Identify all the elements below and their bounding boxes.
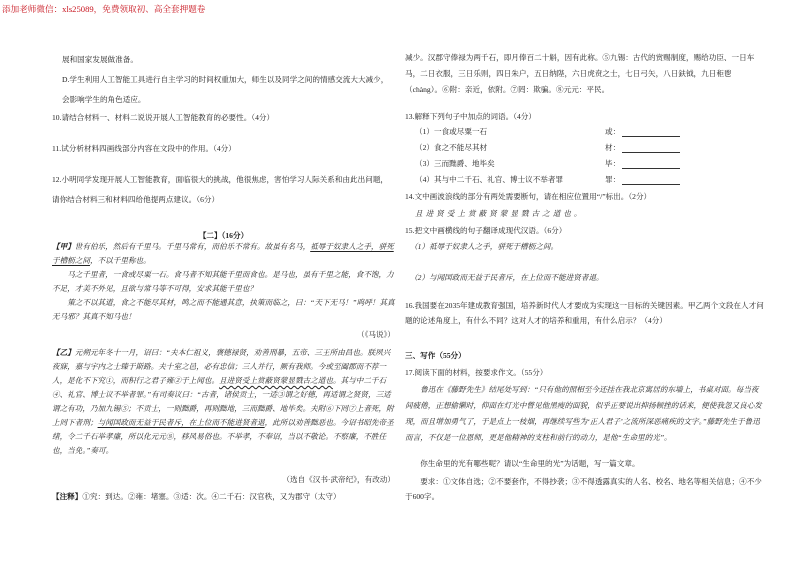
- jia-paragraph-3: 策之不以其道，食之不能尽其材，鸣之而不能通其意，执策而临之，曰：“天下无马！”呜呼！其真无马邪？其真不知马也！: [52, 298, 395, 321]
- section-2-title: 【二】（16分）: [198, 231, 249, 240]
- option-d: D.学生利用人工智能工具进行自主学习的时间权重加大，师生以及同学之间的情感交流大大减少，会影响学生的角色适应。: [62, 75, 389, 104]
- q13-key: 或：: [605, 127, 621, 136]
- notes-label: 【注释】: [52, 492, 83, 501]
- jia-p1-pre: 世有伯乐，然后有千里马。千里马常有，而伯乐不常有。故虽有名马，: [74, 242, 311, 251]
- section-3-title: 三、写作（55分）: [405, 351, 466, 360]
- notes: [52, 490, 395, 504]
- yi-label: 【乙】: [52, 348, 75, 357]
- jia-p1-post: ，不以千里称也。: [89, 256, 151, 265]
- question-15: 15.把文中画横线的句子翻译成现代汉语。（6分）: [405, 226, 567, 235]
- essay-material: 鲁迅在《藤野先生》结尾处写到：“只有他的照相至今还挂在我北京寓居的东墙上，书桌对面。每当夜间疲倦，正想偷懒时，仰面在灯光中瞥见他黑瘦的面貌，似乎正要说出抑扬顿挫的话来，便使我忽又良心发现，而且增加勇气了，于是点上一枝烟，再继续写些为‘正人君子’之流所深恶痛疾的文字。”藤野先生于鲁迅而言，不仅是一位恩师，更是他精神的支柱和前行的动力，是他“生命里的光”。: [405, 385, 762, 442]
- q13-key: 毕：: [605, 159, 621, 168]
- q13-answer: [605, 158, 680, 169]
- q13-item-3: [415, 158, 765, 172]
- q14-sentence: 且进贤受上赏蔽贤蒙显戮古之道也。: [415, 209, 585, 218]
- answer-blank: [622, 175, 680, 185]
- notes-continued: 减少。汉郡守俸禄为两千石，即月俸百二十斛，因有此称。⑤九锡：古代的赏赐制度，赐给功臣、一日车马，二日衣服，三日乐则，四日朱户，五日纳陛，六日虎贲之士，七日弓矢，八日鈇钺，九日秬鬯（chàng）。⑥附：亲近，依附。⑦罔：欺骗。⑧元元：平民。: [405, 53, 755, 94]
- q15-sentence-1: （1）祗辱于奴隶人之手，骈死于槽枥之间。: [410, 242, 559, 251]
- jia-underlined-sentence: 祗辱于奴隶人之手，骈死于槽枥之间: [52, 242, 394, 265]
- q13-key: 罪：: [605, 175, 621, 184]
- question-14: 14.文中画波浪线的部分有两处需要断句，请在相应位置用“/”标出。（2分）: [405, 192, 652, 201]
- passage-yi: [52, 346, 395, 458]
- essay-requirements: 要求：①文体自选；②不要套作，不得抄袭；③不得透露真实的人名、校名、地名等相关信息；④不少于600字。: [405, 477, 762, 501]
- yi-paragraph: [52, 346, 395, 458]
- continued-line: 展和国家发展做准备。: [62, 55, 138, 64]
- question-13-items: [405, 126, 765, 196]
- q13-item-2: [415, 142, 765, 156]
- q13-item-text: （3）三而黜爵、地毕矣: [415, 159, 495, 168]
- jia-source: （《马说》）: [357, 330, 395, 339]
- q13-item-4: [415, 174, 765, 188]
- answer-blank: [622, 159, 680, 169]
- yi-wavy-sentence: 且进贤受上赏蔽贤蒙显戮古之道也: [219, 376, 333, 385]
- answer-blank: [622, 127, 680, 137]
- essay-prompt: 你生命里的光有哪些呢？请以“生命里的光”为话题，写一篇文章。: [420, 459, 640, 468]
- question-16: 16.我国要在2035年建成教育强国，培养新时代人才要成为实现这一目标的关键因素。甲乙两个文段在人才问题的论述角度上，有什么不同？这对人才的培养和重用，有什么启示？（4分）: [405, 301, 764, 325]
- q13-item-text: （2）食之不能尽其材: [415, 143, 488, 152]
- question-10: 10.请结合材料一、材料二说说开展人工智能教育的必要性。（4分）: [52, 113, 275, 122]
- answer-blank: [622, 143, 680, 153]
- passage-jia: [52, 240, 395, 324]
- jia-paragraph-2: 马之千里者，一食或尽粟一石。食马者不知其能千里而食也。是马也，虽有千里之能，食不饱，力不足，才美不外见，且欲与常马等不可得，安求其能千里也？: [52, 270, 394, 293]
- jia-paragraph-1: [52, 240, 395, 268]
- q13-item-text: （1）一食或尽粟一石: [415, 127, 488, 136]
- promo-header: 添加老师微信：xls25089，免费领取初、高全套押题卷: [2, 4, 206, 14]
- yi-text-2: 。其与中二千石④、礼官、博士议不举者罪。”有司奏议曰：“古者，诸侯贡士，一适③谓之好德，再适谓之贤贤，三适谓之有功，乃加九锡⑤；不贡士，一则黜爵，再则黜地，三而黜爵、地毕矣。夫附⑥下罔⑦上者死，附上罔下者刑；: [52, 376, 394, 427]
- q15-sentence-2: （2）与闻国政而无益于民者斥，在上位而不能进贤者退。: [410, 273, 604, 282]
- q13-answer: [605, 126, 680, 137]
- question-17: 17.阅读下面的材料，按要求作文。（55分）: [405, 368, 548, 377]
- question-11: 11.试分析材料四画线部分内容在文段中的作用。（4分）: [52, 144, 236, 153]
- q13-key: 材：: [605, 143, 621, 152]
- notes-text: ①究：到达。②雍：堵塞。③适：次。④二千石：汉官秩，又为郡守（太守）: [82, 492, 341, 501]
- yi-text-1: 元朔元年冬十一月，诏曰：“夫本仁祖义，褒德禄贤，劝善刑暴，五帝、三王所由昌也。朕夙兴夜寐，嘉与宇内之士臻于斯路。夫十室之邑，必有忠信；三人并行，厥有我师。今或至阖郡而不荐一人，是化不下究①，而积行之君子雍②于上闻也。: [52, 348, 391, 385]
- yi-underlined-sentence: 与闻国政而无益于民者斥，在上位而不能进贤者退: [97, 418, 265, 427]
- yi-text-3: ，此所以劝善黜恶也。今诏书昭先帝圣绪，令二千石举孝廉，所以化元元⑧，移风易俗也。不举孝，不奉诏，当以不敬论。不察廉，不胜任也，当免。”奏可。: [52, 418, 394, 455]
- q13-item-1: [415, 126, 765, 140]
- jia-label: 【甲】: [52, 242, 75, 251]
- q13-answer: [605, 142, 680, 153]
- question-12: 12.小明同学发现开展人工智能教育，面临很大的挑战，他很焦虑，害怕学习人际关系和由此出问题，请你结合材料三和材料四给他提两点建议。（6分）: [52, 175, 389, 204]
- q13-answer: [605, 174, 680, 185]
- question-13: 13.解释下列句子中加点的词语。（4分）: [405, 112, 536, 121]
- yi-source: （选自《汉书·武帝纪》，有改动）: [282, 475, 395, 484]
- q13-item-text: （4）其与中二千石、礼官、博士议不举者罪: [415, 175, 564, 184]
